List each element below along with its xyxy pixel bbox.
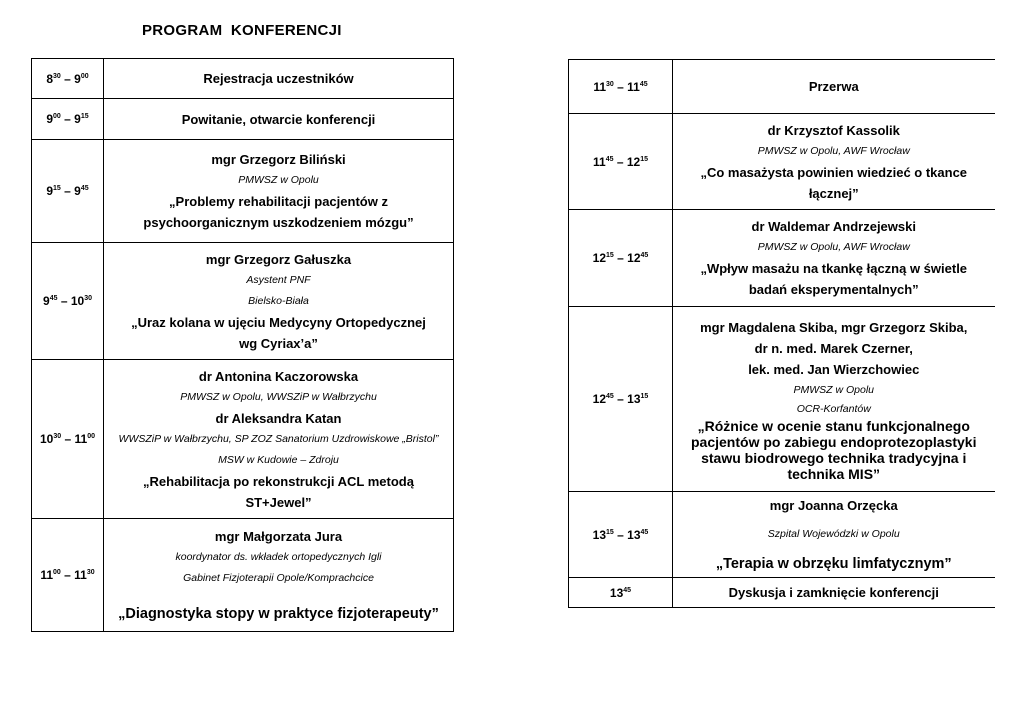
talk-title: „Terapia w obrzęku limfatycznym”	[715, 555, 952, 572]
affiliation: MSW w Kudowie – Zdroju	[218, 453, 339, 466]
time-cell: $9^{00} - 9^{15}$	[32, 99, 104, 140]
talk-title: „Rehabilitacja po rekonstrukcji ACL metodą	[143, 473, 414, 489]
speaker-name: dr n. med. Marek Czerner,	[754, 340, 913, 356]
program-row	[569, 578, 995, 608]
talk-title: „Uraz kolana w ujęciu Medycyny Ortopedycznej	[131, 314, 426, 330]
talk-title: „Wpływ masażu na tkankę łączną w świetle	[700, 261, 968, 276]
session-label: Dyskusja i zamknięcie konferencji	[728, 585, 939, 600]
time-cell: $13^{45}$	[569, 578, 673, 608]
speaker-name: lek. med. Jan Wierzchowiec	[748, 361, 920, 377]
program-row	[569, 307, 995, 492]
time-cell: $11^{00} - 11^{30}$	[32, 519, 104, 632]
session-cell	[673, 60, 995, 114]
program-row	[569, 492, 995, 578]
talk-title: stawu biodrowego technika tradycyjna i	[701, 449, 967, 466]
session-cell	[104, 360, 454, 519]
session-label: Powitanie, otwarcie konferencji	[181, 111, 376, 127]
spacer	[673, 545, 995, 553]
talk-title: wg Cyriax’a”	[239, 335, 318, 351]
speaker-name: mgr Magdalena Skiba, mgr Grzegorz Skiba,	[700, 319, 968, 335]
talk-title: pacjentów po zabiegu endoprotezoplastyki	[691, 433, 977, 450]
affiliation: PMWSZ w Opolu	[238, 174, 319, 186]
talk-title: „Diagnostyka stopy w praktyce fizjoterapeuty”	[118, 605, 439, 622]
affiliation: OCR-Korfantów	[796, 402, 871, 415]
session-cell	[104, 519, 454, 632]
speaker-name: dr Waldemar Andrzejewski	[751, 219, 916, 234]
time-cell: $9^{45} - 10^{30}$	[32, 243, 104, 360]
time-cell: $11^{45} - 12^{15}$	[569, 114, 673, 210]
talk-title: łącznej”	[808, 185, 859, 201]
page-title: PROGRAM KONFERENCJI	[142, 22, 342, 39]
affiliation: PMWSZ w Opolu, WWSZiP w Wałbrzychu	[180, 390, 377, 403]
affiliation: Gabinet Fizjoterapii Opole/Komprachcice	[183, 571, 374, 584]
program-row	[32, 140, 454, 243]
speaker-name: dr Aleksandra Katan	[215, 410, 342, 426]
talk-title: psychoorganicznym uszkodzeniem mózgu”	[143, 215, 414, 230]
speaker-name: dr Krzysztof Kassolik	[767, 122, 900, 138]
speaker-name: mgr Małgorzata Jura	[214, 528, 343, 544]
talk-title: badań eksperymentalnych”	[748, 282, 919, 297]
time-cell: $13^{15} - 13^{45}$	[569, 492, 673, 578]
talk-title: technika MIS”	[787, 465, 881, 482]
program-row	[569, 114, 995, 210]
affiliation: PMWSZ w Opolu	[793, 383, 874, 396]
program-row	[32, 59, 454, 99]
program-row	[32, 243, 454, 360]
time-cell: $9^{15} - 9^{45}$	[32, 140, 104, 243]
program-row	[569, 60, 995, 114]
program-table-left	[31, 58, 454, 632]
affiliation: PMWSZ w Opolu, AWF Wrocław	[757, 241, 910, 253]
session-cell	[673, 578, 995, 608]
affiliation: Asystent PNF	[246, 273, 311, 286]
talk-title: „Różnice w ocenie stanu funkcjonalnego	[697, 417, 970, 434]
affiliation: koordynator ds. wkładek ortopedycznych Igli	[175, 550, 382, 563]
program-row	[569, 210, 995, 307]
time-cell: $11^{30} - 11^{45}$	[569, 60, 673, 114]
session-cell	[673, 210, 995, 307]
talk-title: „Co masażysta powinien wiedzieć o tkance	[700, 164, 968, 180]
session-cell	[104, 243, 454, 360]
affiliation: WWSZiP w Wałbrzychu, SP ZOZ Sanatorium Uzdrowiskowe „Bristol”	[118, 432, 439, 445]
program-row	[32, 99, 454, 140]
session-label: Rejestracja uczestników	[203, 71, 354, 86]
program-row	[32, 519, 454, 632]
time-cell: $12^{15} - 12^{45}$	[569, 210, 673, 307]
time-cell: $8^{30} - 9^{00}$	[32, 59, 104, 99]
affiliation: Szpital Wojewódzki w Opolu	[767, 527, 900, 540]
speaker-name: dr Antonina Kaczorowska	[198, 368, 359, 384]
session-cell	[104, 59, 454, 99]
session-label: Przerwa	[808, 79, 859, 94]
spacer	[673, 516, 995, 524]
program-row	[32, 360, 454, 519]
session-cell	[673, 307, 995, 492]
session-cell	[673, 492, 995, 578]
talk-title: „Problemy rehabilitacji pacjentów z	[169, 194, 388, 209]
session-cell	[673, 114, 995, 210]
speaker-name: mgr Grzegorz Biliński	[211, 152, 346, 167]
spacer	[104, 589, 453, 603]
speaker-name: mgr Joanna Orzęcka	[769, 497, 898, 513]
affiliation: Bielsko-Biała	[248, 294, 309, 307]
affiliation: PMWSZ w Opolu, AWF Wrocław	[757, 144, 910, 157]
talk-title: ST+Jewel”	[245, 494, 312, 510]
speaker-name: mgr Grzegorz Gałuszka	[205, 251, 352, 267]
time-cell: $12^{45} - 13^{15}$	[569, 307, 673, 492]
time-cell: $10^{30} - 11^{00}$	[32, 360, 104, 519]
session-cell	[104, 99, 454, 140]
session-cell	[104, 140, 454, 243]
program-table-right	[568, 59, 995, 608]
